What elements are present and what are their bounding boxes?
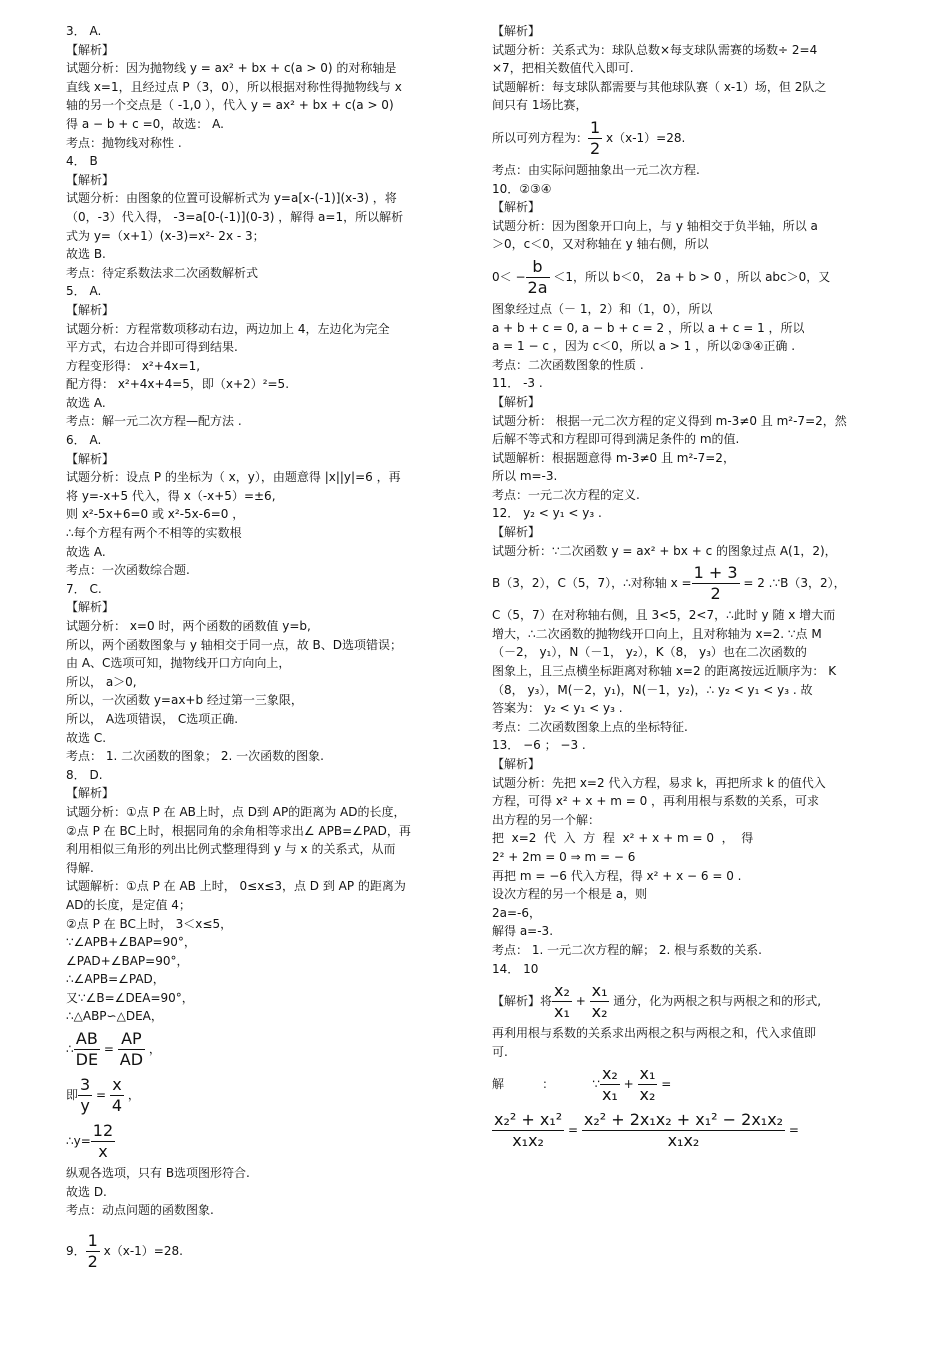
math-text: 所以可列方程为： (492, 130, 589, 145)
text-line: 配方得： x²+4x+4=5，即（x+2）²=5. (66, 377, 290, 392)
text-line: 故选 C. (66, 730, 107, 745)
fraction (78, 1075, 92, 1116)
fraction-denominator: x₁x₂ (512, 1131, 544, 1151)
formula-line (66, 1228, 476, 1274)
text-line: 考点：动点问题的函数图象. (66, 1203, 214, 1218)
text-line: 再把 m = −6 代入方程，得 x² + x − 6 = 0 . (492, 868, 742, 883)
text-line: 试题分析：方程常数项移动右边，两边加上 4，左边化为完全 (66, 321, 390, 336)
text-line: 考点：待定系数法求二次函数解析式 (66, 265, 259, 280)
text-line: ∵∠APB+∠BAP=90°， (66, 935, 196, 950)
text-line: 平方式，右边合并即可得到结果. (66, 340, 238, 355)
text-line: 增大，∴二次函数的抛物线开口向上，且对称轴为 x=2. ∵点 M (492, 626, 822, 641)
fraction-numerator: 1 (87, 1230, 98, 1250)
text-line: 式为 y=（x+1）(x-3)=x²- 2x - 3； (66, 228, 265, 243)
text-line: ∠PAD+∠BAP=90°， (66, 953, 189, 968)
text-line: 试题分析：因为抛物线 y = ax² + bx + c(a > 0) 的对称轴是 (66, 61, 397, 76)
text-line: 11． -3 . (492, 376, 543, 391)
text-line: 10．②③④ (492, 181, 552, 196)
text-line: 故选 A. (66, 544, 106, 559)
text-line: 考点： 1. 二次函数的图象； 2. 一次函数的图象. (66, 749, 324, 764)
text-line: 考点： 1. 一元二次方程的解； 2. 根与系数的关系. (492, 942, 762, 957)
text-line: 6． A. (66, 433, 102, 448)
text-line: 【解析】 (492, 525, 541, 540)
fraction-numerator: 1 + 3 (693, 563, 738, 583)
fraction-numerator: x₁ (639, 1064, 656, 1084)
text-line: ②点 P 在 BC上时， 3＜x≤5， (66, 916, 233, 931)
fraction (86, 1231, 100, 1272)
fraction-denominator: 2a (527, 277, 548, 297)
math-text: ∴y= (66, 1134, 91, 1149)
math-text: ， (145, 1042, 161, 1057)
formula-line (492, 978, 892, 1024)
text-line: 12． y₂ < y₁ < y₃ . (492, 506, 602, 521)
text-line: 8． D. (66, 767, 103, 782)
fraction-numerator: 1 (590, 117, 601, 137)
text-line: 出方程的另一个解： (492, 812, 601, 827)
fraction (638, 1064, 658, 1105)
fraction (526, 257, 550, 298)
math-text: = (785, 1123, 799, 1138)
formula-line (66, 1118, 476, 1164)
fraction (110, 1075, 124, 1116)
text-line: 【解析】 (492, 757, 541, 771)
fraction (74, 1029, 100, 1070)
text-line: 【解析】 (66, 451, 115, 466)
text-line: 轴的另一个交点是（ -1,0 ），代入 y = ax² + bx + c(a > 0) (66, 98, 394, 113)
fraction-denominator: x₁x₂ (667, 1131, 700, 1151)
fraction (588, 118, 602, 159)
math-text: 【解析】将 (492, 994, 553, 1009)
formula-line (492, 560, 892, 606)
left-column (66, 22, 476, 1274)
math-text: 解 ： ∵ (492, 1077, 600, 1092)
text-line: a + b + c = 0, a − b + c = 2 ，所以 a + c = 1 ，所以 (492, 320, 805, 335)
text-line: 试题分析：①点 P 在 AB上时，点 D到 AP的距离为 AD的长度， (66, 804, 406, 819)
math-text: 通分，化为两根之积与两根之和的形式, (609, 994, 822, 1009)
text-line: （－2， y₁），N（－1， y₂），K（8， y₃）也在二次函数的 (492, 645, 807, 660)
text-line: 试题分析： x=0 时，两个函数的函数值 y=b, (66, 619, 311, 633)
text-line: 2a=-6， (492, 905, 542, 920)
text-line: ×7，把相关数值代入即可. (492, 61, 634, 76)
text-line: 所以，两个函数图象与 y 轴相交于同一点，故 B、D选项错误； (66, 637, 403, 652)
math-text: x（x-1）=28. (99, 1243, 183, 1258)
text-line: ∴∠APB=∠PAD， (66, 972, 165, 987)
fraction (692, 563, 740, 604)
text-line: C（5，7）在对称轴右侧，且 3<5，2<7，∴此时 y 随 x 增大而 (492, 608, 836, 623)
text-line: 【解析】 (492, 200, 541, 215)
math-text: 即 (66, 1088, 79, 1103)
fraction (590, 981, 610, 1022)
math-text: + (619, 1077, 638, 1092)
text-line: 利用相似三角形的列出比例式整理得到 y 与 x 的关系式，从而 (66, 842, 396, 857)
text-line: （0，-3）代入得， -3=a[0-(-1)](0-3) ，解得 a=1，所以解析 (66, 209, 404, 224)
math-text: + (571, 994, 590, 1009)
text-line: 试题解析：①点 P 在 AB 上时， 0≤x≤3，点 D 到 AP 的距离为 (66, 879, 406, 894)
math-text: = 2 .∵B（3，2）， (739, 576, 846, 591)
fraction (118, 1029, 145, 1070)
fraction-denominator: x₂ (639, 1085, 656, 1105)
fraction-denominator: DE (75, 1050, 99, 1070)
text-line: 【解析】 (66, 786, 115, 801)
text-line: 间只有 1场比赛， (492, 98, 588, 113)
math-text: = (657, 1077, 672, 1092)
fraction-numerator: b (526, 257, 550, 278)
fraction (91, 1121, 115, 1162)
text-line: 考点：一次函数综合题. (66, 563, 190, 578)
text-line: 方程，可得 x² + x + m = 0 ，再利用根与系数的关系，可求 (492, 794, 820, 809)
text-line: 故选 B. (66, 247, 106, 262)
text-line: 将 y=-x+5 代入，得 x（-x+5）=±6, (66, 488, 276, 503)
text-line: ∴每个方程有两个不相等的实数根 (66, 526, 242, 541)
text-line: 方程变形得： x²+4x=1, (66, 358, 201, 373)
text-line: 【解析】 (492, 24, 541, 38)
text-line: 14． 10 (492, 961, 539, 976)
math-text: = (100, 1042, 118, 1057)
text-line: 试题解析：根据题意得 m-3≠0 且 m²-7=2， (492, 450, 735, 465)
text-line: 试题分析：先把 x=2 代入方程，易求 k，再把所求 k 的值代入 (492, 775, 826, 790)
fraction-denominator: 2 (590, 138, 601, 158)
text-line: 答案为： y₂ < y₁ < y₃ . (492, 701, 623, 716)
text-line: 得解. (66, 860, 94, 875)
text-line: 试题分析：关系式为：球队总数×每支球队需赛的场数÷ 2=4 (492, 42, 818, 57)
text-line: 【解析】 (66, 42, 115, 57)
text-line: AD的长度，是定值 4； (66, 897, 191, 912)
text-line: 【解析】 (492, 394, 541, 409)
text-line: 试题分析： 根据一元二次方程的定义得到 m-3≠0 且 m²-7=2，然 (492, 413, 847, 428)
fraction-denominator: 2 (87, 1251, 98, 1271)
text-line: 考点：一元二次方程的定义. (492, 487, 640, 502)
text-line: a = 1 − c ，因为 c＜0，所以 a > 1 ，所以②③④正确 . (492, 339, 796, 354)
math-text: ， (124, 1088, 140, 1103)
fraction-denominator: x₁ (601, 1085, 618, 1105)
math-text: x（x-1）=28. (602, 130, 686, 145)
formula-line (492, 254, 892, 300)
text-line: 得 a − b + c =0，故选： A. (66, 116, 224, 131)
math-text: = (92, 1088, 110, 1103)
text-line: 所以 m=-3. (492, 469, 558, 484)
text-line: ②点 P 在 BC上时，根据同角的余角相等求出∠ APB=∠PAD，再 (66, 823, 411, 838)
math-text: = (564, 1123, 582, 1138)
text-line: 3． A. (66, 24, 102, 38)
text-line: ＞0，c＜0，又对称轴在 y 轴右侧，所以 (492, 237, 709, 252)
text-line: 考点：二次函数图象上点的坐标特征. (492, 719, 688, 734)
text-line: 所以， A选项错误， C选项正确. (66, 711, 239, 726)
text-line: 故选 A. (66, 395, 106, 410)
fraction-numerator: x₂² + x₁² (494, 1110, 563, 1130)
fraction-denominator: x (98, 1142, 108, 1162)
text-line: 由 A、C选项可知，抛物线开口方向向上， (66, 656, 291, 671)
text-line: 13． −6 ； −3 . (492, 738, 586, 753)
text-line: （8， y₃），M(－2，y₁)，N(－1，y₂)，∴ y₂ < y₁ < y₃ . 故 (492, 682, 813, 697)
fraction-denominator: x₂ (591, 1002, 608, 1022)
fraction-numerator: 12 (92, 1121, 114, 1141)
text-line: 4． B (66, 154, 98, 169)
right-column (492, 22, 892, 1153)
text-line: 试题分析：因为图象开口向上，与 y 轴相交于负半轴，所以 a (492, 218, 818, 233)
text-line: 图象上，且三点横坐标距离对称轴 x=2 的距离按远近顺序为： K (492, 664, 837, 679)
text-line: 直线 x=1，且经过点 P（3，0），所以根据对称性得抛物线与 x (66, 79, 402, 94)
fraction-denominator: y (80, 1096, 90, 1116)
text-line: 故选 D. (66, 1184, 107, 1199)
fraction-denominator: 4 (111, 1096, 123, 1116)
fraction-numerator: x₂ (601, 1064, 618, 1084)
fraction-numerator: x₂² + 2x₁x₂ + x₁² − 2x₁x₂ (583, 1110, 784, 1130)
text-line: 考点：二次函数图象的性质 . (492, 357, 644, 372)
text-line: 又∵∠B=∠DEA=90°， (66, 990, 194, 1005)
text-line: 设次方程的另一个根是 a，则 (492, 887, 648, 902)
text-line: 5． A. (66, 284, 102, 299)
text-line: 所以，一次函数 y=ax+b 经过第一三象限， (66, 693, 303, 708)
text-line: 试题分析：由图象的位置可设解析式为 y=a[x-(-1)](x-3) ，将 (66, 191, 397, 206)
text-line: 7． C. (66, 581, 102, 596)
text-line: 【解析】 (66, 302, 115, 317)
formula-line (492, 115, 892, 161)
text-line: 试题分析：∵二次函数 y = ax² + bx + c 的图象过点 A(1，2)， (492, 543, 837, 558)
math-text: B（3，2），C（5，7），∴对称轴 x = (492, 576, 692, 591)
fraction-numerator: AB (74, 1029, 100, 1050)
fraction (582, 1110, 785, 1151)
text-line: 解得 a=-3. (492, 924, 554, 939)
text-line: 把 x=2 代 入 方 程 x² + x + m = 0 ， 得 (492, 831, 754, 846)
text-line: 【解析】 (66, 600, 115, 615)
fraction-denominator: 2 (710, 584, 721, 604)
fraction-numerator: x₂ (554, 981, 570, 1001)
text-line: 2² + 2m = 0 ⇒ m = − 6 (492, 849, 636, 864)
text-line: 图象经过点（－ 1，2）和（1，0），所以 (492, 301, 713, 316)
fraction (492, 1110, 564, 1151)
formula-line (492, 1061, 892, 1107)
text-line: 考点：由实际问题抽象出一元二次方程. (492, 162, 700, 177)
text-line: 可. (492, 1044, 508, 1059)
fraction-numerator: x (110, 1075, 124, 1096)
text-line: 考点：抛物线对称性 . (66, 135, 182, 150)
fraction-denominator: x₁ (554, 1002, 570, 1022)
text-line: 试题分析：设点 P 的坐标为（ x，y），由题意得 |x||y|=6 ，再 (66, 470, 401, 485)
text-line: 考点：解一元二次方程—配方法 . (66, 414, 242, 429)
fraction-numerator: 3 (80, 1075, 91, 1095)
formula-line (66, 1026, 476, 1072)
text-line: 纵观各选项，只有 B选项图形符合. (66, 1166, 250, 1181)
math-text: ∴ (66, 1042, 74, 1057)
fraction (552, 981, 572, 1022)
math-text: 9． (66, 1243, 86, 1258)
text-line: 后解不等式和方程即可得到满足条件的 m的值. (492, 432, 740, 447)
math-text: 0＜ − (492, 269, 526, 284)
text-line: 【解析】 (66, 172, 115, 187)
text-line: 试题解析：每支球队都需要与其他球队赛（ x-1）场，但 2队之 (492, 79, 827, 94)
text-line: ∴△ABP∽△DEA， (66, 1009, 163, 1024)
text-line: 所以， a＞0, (66, 674, 137, 689)
formula-line (66, 1072, 476, 1118)
math-text: ＜1，所以 b＜0， 2a + b > 0 ，所以 abc＞0，又 (549, 269, 831, 284)
text-line: 再利用根与系数的关系求出两根之积与两根之和，代入求值即 (492, 1026, 817, 1041)
formula-line (492, 1107, 892, 1153)
fraction (600, 1064, 620, 1105)
fraction-denominator: AD (119, 1050, 144, 1070)
fraction-numerator: x₁ (591, 981, 608, 1001)
fraction-numerator: AP (118, 1029, 145, 1050)
text-line: 则 x²-5x+6=0 或 x²-5x-6=0 ， (66, 507, 245, 522)
